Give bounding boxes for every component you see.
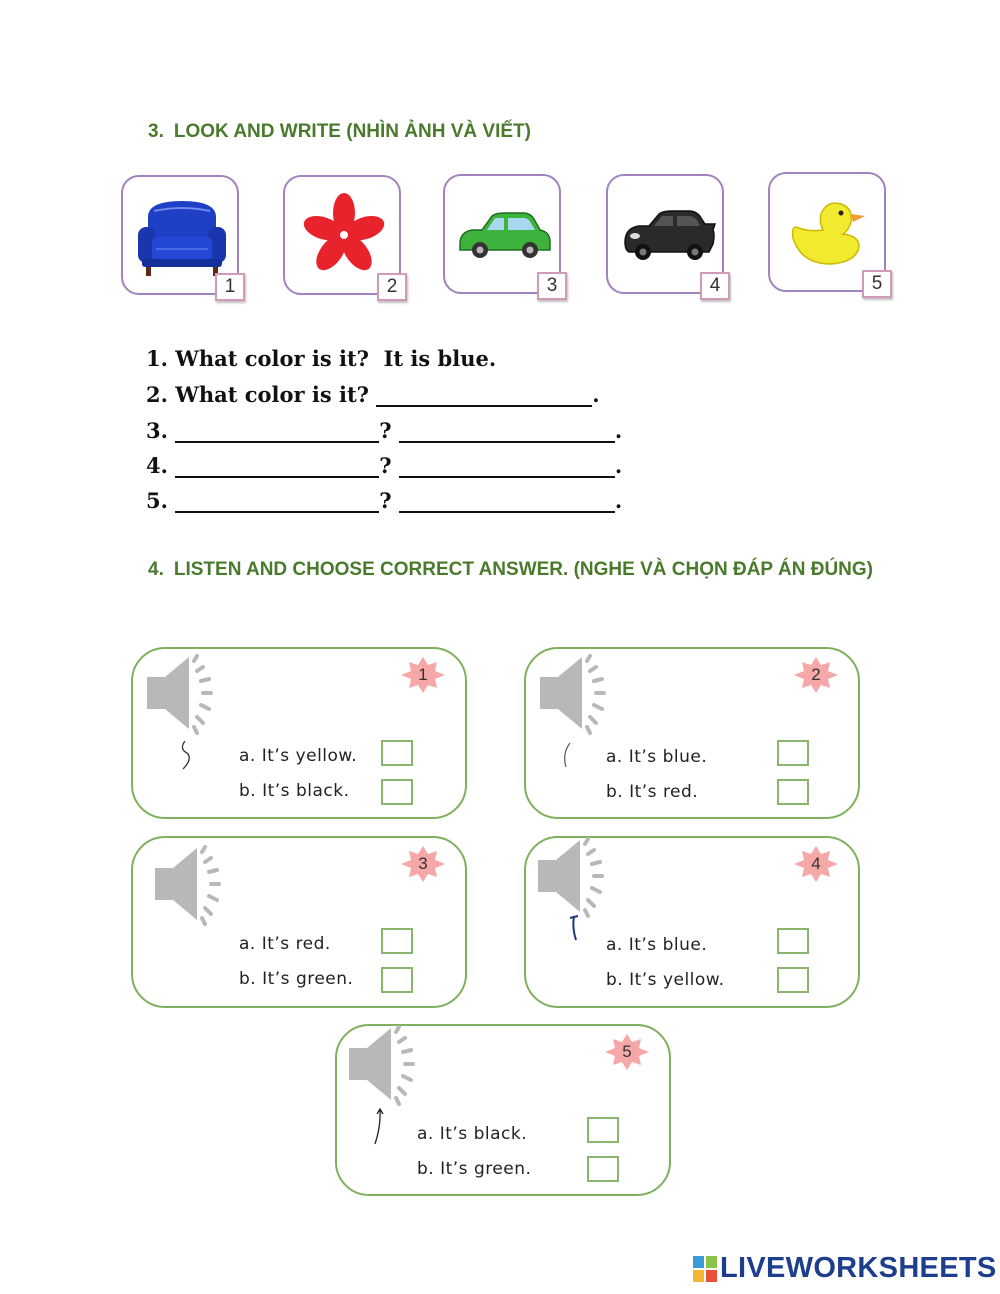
card-number-badge — [397, 655, 449, 695]
card-number: 4 — [811, 854, 821, 873]
section-3-number: 3. — [148, 121, 164, 142]
question-text: What color is it? — [175, 346, 369, 371]
listen-card-2 — [524, 647, 860, 819]
card-number-badge — [397, 844, 449, 884]
question-number: 3. — [146, 418, 168, 443]
period: . — [614, 488, 623, 513]
option-a: a. It’s yellow. — [239, 746, 358, 766]
pen-mark-icon — [371, 1106, 387, 1148]
question-blank[interactable] — [175, 419, 379, 443]
period: . — [592, 382, 600, 407]
pen-mark-icon — [566, 912, 582, 944]
checkbox-option-b[interactable] — [381, 967, 413, 993]
period: . — [614, 453, 623, 478]
option-b: b. It’s green. — [417, 1159, 532, 1179]
armchair-icon — [132, 187, 232, 282]
checkbox-option-a[interactable] — [777, 928, 809, 954]
checkbox-option-b[interactable] — [587, 1156, 619, 1182]
section-3-heading — [148, 121, 531, 143]
question-number: 1. — [146, 346, 168, 371]
option-b: b. It’s yellow. — [606, 970, 725, 990]
checkbox-option-b[interactable] — [381, 779, 413, 805]
question-4 — [146, 453, 622, 478]
question-mark: ? — [379, 453, 392, 478]
question-number: 2. — [146, 382, 168, 407]
picture-number-5: 5 — [862, 270, 892, 298]
pen-mark-icon — [177, 739, 197, 773]
section-4-heading — [148, 559, 873, 581]
picture-card-4 — [606, 174, 724, 294]
black-car-icon — [617, 186, 717, 281]
question-mark: ? — [379, 488, 392, 513]
duck-icon — [779, 184, 879, 279]
question-text: What color is it? — [175, 382, 369, 407]
question-blank[interactable] — [175, 454, 379, 478]
picture-number-3: 3 — [537, 272, 567, 300]
listen-card-5 — [335, 1024, 671, 1196]
listen-card-4 — [524, 836, 860, 1008]
picture-card-1 — [121, 175, 239, 295]
card-number-badge — [790, 655, 842, 695]
option-a: a. It’s blue. — [606, 935, 708, 955]
picture-card-2 — [283, 175, 401, 295]
question-2 — [146, 382, 600, 407]
option-a: a. It’s red. — [239, 934, 331, 954]
checkbox-option-a[interactable] — [587, 1117, 619, 1143]
green-car-icon — [454, 186, 554, 281]
card-number: 1 — [418, 665, 428, 684]
listen-card-1 — [131, 647, 467, 819]
section-3-title: LOOK AND WRITE (NHÌN ẢNH VÀ VIẾT) — [173, 121, 531, 142]
answer-blank[interactable] — [399, 454, 615, 478]
speaker-icon[interactable] — [147, 842, 237, 932]
card-number: 5 — [622, 1042, 632, 1061]
picture-number-1: 1 — [215, 273, 245, 301]
option-a: a. It’s black. — [417, 1124, 528, 1144]
speaker-icon[interactable] — [530, 834, 620, 924]
card-number: 3 — [418, 854, 428, 873]
checkbox-option-b[interactable] — [777, 967, 809, 993]
question-1 — [146, 346, 496, 371]
section-4-title: LISTEN AND CHOOSE CORRECT ANSWER. (NGHE VÀ CHỌN ĐÁP ÁN ĐÚNG) — [173, 559, 874, 580]
speaker-icon[interactable] — [341, 1022, 431, 1112]
period: . — [614, 418, 623, 443]
picture-number-4: 4 — [700, 272, 730, 300]
option-a: a. It’s blue. — [606, 747, 708, 767]
answer-blank[interactable] — [399, 419, 615, 443]
flower-icon — [294, 187, 394, 282]
checkbox-option-b[interactable] — [777, 779, 809, 805]
section-4-number: 4. — [148, 559, 164, 580]
logo-text: LIVEWORKSHEETS — [720, 1252, 997, 1284]
answer-blank[interactable] — [376, 383, 592, 407]
picture-number-2: 2 — [377, 273, 407, 301]
listen-card-3 — [131, 836, 467, 1008]
question-5 — [146, 488, 622, 513]
picture-card-5 — [768, 172, 886, 292]
answer-blank[interactable] — [399, 489, 615, 513]
checkbox-option-a[interactable] — [777, 740, 809, 766]
checkbox-option-a[interactable] — [381, 740, 413, 766]
question-blank[interactable] — [175, 489, 379, 513]
liveworksheets-logo-icon — [693, 1256, 717, 1282]
answer-text: It is blue. — [383, 346, 497, 371]
question-number: 4. — [146, 453, 168, 478]
question-mark: ? — [379, 418, 392, 443]
picture-card-3 — [443, 174, 561, 294]
checkbox-option-a[interactable] — [381, 928, 413, 954]
option-b: b. It’s green. — [239, 969, 354, 989]
speaker-icon[interactable] — [139, 651, 229, 741]
card-number-badge — [790, 844, 842, 884]
card-number: 2 — [811, 665, 821, 684]
speaker-icon[interactable] — [532, 651, 622, 741]
option-b: b. It’s red. — [606, 782, 699, 802]
pen-mark-icon — [560, 741, 574, 771]
card-number-badge — [601, 1032, 653, 1072]
option-b: b. It’s black. — [239, 781, 350, 801]
question-number: 5. — [146, 488, 168, 513]
question-3 — [146, 418, 622, 443]
